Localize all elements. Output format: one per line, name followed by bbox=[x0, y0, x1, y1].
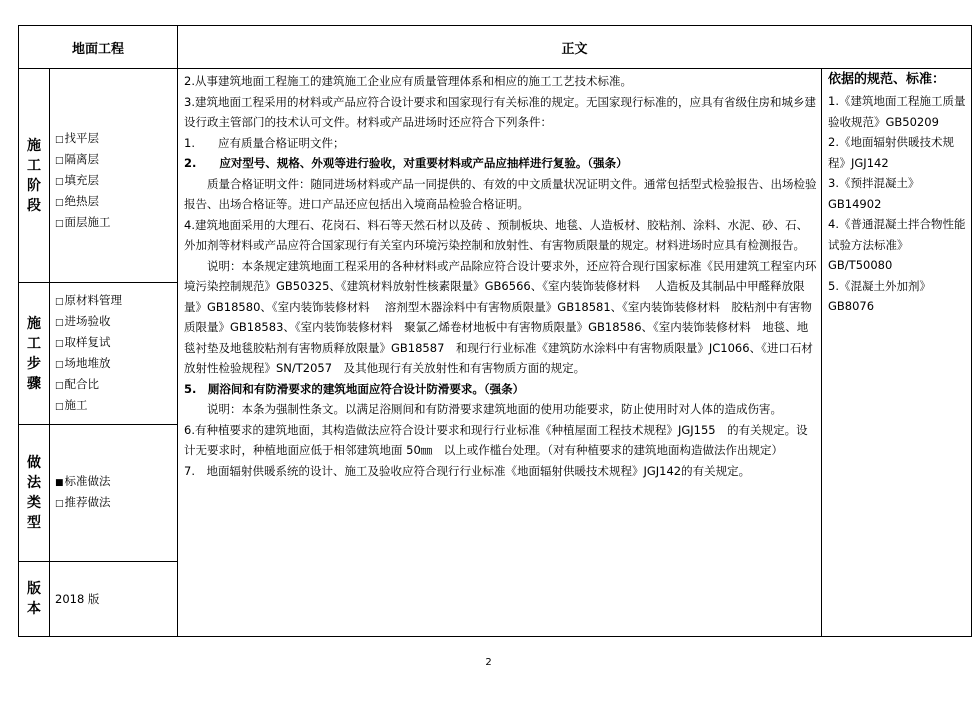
checkbox-icon: □ bbox=[55, 338, 64, 349]
section-items bbox=[49, 562, 177, 636]
checkbox-icon: □ bbox=[55, 401, 64, 412]
reference-item: 4.《普通混凝土拌合物性能试验方法标准》GB/T50080 bbox=[828, 217, 966, 272]
references-column bbox=[822, 69, 971, 636]
main-text-column bbox=[178, 69, 822, 636]
section-label: 施 工 步 骤 bbox=[19, 283, 50, 424]
paragraph: 3.建筑地面工程采用的材料或产品应符合设计要求和国家现行有关标准的规定。无国家现行标准的，应具有省级住房和城乡建设行政主管部门的技术认可文件。材料或产品进场时还应符合下列条件： bbox=[184, 94, 816, 129]
document-table bbox=[18, 25, 972, 637]
checkbox-icon: □ bbox=[55, 177, 64, 187]
section-construction-steps bbox=[19, 283, 177, 425]
checkbox-item[interactable]: □找平层 bbox=[55, 131, 100, 145]
checkbox-item[interactable]: □取样复试 bbox=[55, 334, 111, 349]
checkbox-icon: □ bbox=[55, 317, 64, 328]
section-method-type bbox=[19, 425, 177, 562]
section-label: 施 工 阶 段 bbox=[19, 69, 50, 282]
paragraph: 1. 应有质量合格证明文件； bbox=[184, 135, 345, 150]
references-title: 依据的规范、标准： bbox=[828, 72, 946, 87]
reference-item: 3.《预拌混凝土》GB14902 bbox=[828, 176, 920, 211]
paragraph-note: 说明：本条规定建筑地面工程采用的各种材料或产品除应符合设计要求外，还应符合现行国家标准《民用建筑工程室内环境污染控制规范》GB50325、《建筑材料放射性核素限量》GB6566、《室内装饰装修材料 人造板及其制品中甲醛释放限量》GB18580、《室内装饰装修材料 溶剂型木器涂料中有害物质限量》GB18581、《室内装饰装修材料 胶粘剂中有害物质限量》GB18583、《室内装饰装修材料 聚氯乙烯卷材地板中有害物质限量》GB18586、《室内装饰装修材料 地毯、地毯衬垫及地毯胶粘剂有害物质释放限量》GB18587 和现行行业标准《建筑防水涂料中有害物质限量》JC1066、《进口石材放射性检验规程》SN/T2057 及其他现行有关放射性和有害物质方面的规定。 bbox=[184, 258, 817, 375]
checkbox-icon: □ bbox=[55, 156, 64, 166]
reference-item: 5.《混凝土外加剂》GB8076 bbox=[828, 278, 931, 313]
checkbox-item[interactable]: □隔离层 bbox=[55, 152, 100, 166]
section-items bbox=[49, 425, 177, 561]
checkbox-icon: □ bbox=[55, 198, 64, 208]
version-value: 2018 版 bbox=[55, 591, 100, 606]
checkbox-item[interactable]: ■标准做法 bbox=[55, 474, 111, 488]
reference-item: 1.《建筑地面工程施工质量验收规范》GB50209 bbox=[828, 94, 966, 129]
section-label: 做 法 类 型 bbox=[19, 425, 50, 561]
checkbox-item[interactable]: □填充层 bbox=[55, 173, 100, 187]
paragraph-mandatory: 2. 应对型号、规格、外观等进行验收，对重要材料或产品应抽样进行复验。（强条） bbox=[184, 156, 628, 170]
left-column bbox=[19, 69, 178, 636]
section-version bbox=[19, 562, 177, 636]
checkbox-item[interactable]: □配合比 bbox=[55, 376, 100, 391]
section-items bbox=[49, 283, 177, 424]
checkbox-item[interactable]: □推荐做法 bbox=[55, 495, 111, 509]
checked-box-icon: ■ bbox=[55, 478, 64, 488]
page-number: 2 bbox=[485, 657, 492, 668]
checkbox-icon: □ bbox=[55, 380, 64, 391]
checkbox-item[interactable]: □施工 bbox=[55, 397, 88, 412]
checkbox-item[interactable]: □绝热层 bbox=[55, 194, 100, 208]
checkbox-icon: □ bbox=[55, 219, 64, 229]
paragraph: 4.建筑地面采用的大理石、花岗石、料石等天然石材以及砖 、预制板块、地毯、人造板材、胶粘剂、涂料、水泥、砂、石、外加剂等材料或产品应符合国家现行有关室内环境污染控制和放射性、有害物质限量的规定。材料进场时应具有检测报告。 bbox=[184, 217, 809, 252]
checkbox-item[interactable]: □面层施工 bbox=[55, 215, 111, 229]
checkbox-item[interactable]: □场地堆放 bbox=[55, 355, 111, 370]
paragraph: 质量合格证明文件：随同进场材料或产品一同提供的、有效的中文质量状况证明文件。通常包括型式检验报告、出场检验报告、出场合格证等。进口产品还应包括出入境商品检验合格证明。 bbox=[184, 176, 817, 211]
checkbox-icon: □ bbox=[55, 359, 64, 370]
section-construction-stage bbox=[19, 69, 177, 283]
paragraph: 7. 地面辐射供暖系统的设计、施工及验收应符合现行行业标准《地面辐射供暖技术规程》JGJ142的有关规定。 bbox=[184, 463, 751, 478]
header-right: 正文 bbox=[178, 26, 971, 69]
header-left: 地面工程 bbox=[19, 26, 178, 69]
checkbox-icon: □ bbox=[55, 499, 64, 509]
checkbox-icon: □ bbox=[55, 135, 64, 145]
paragraph: 6.有种植要求的建筑地面，其构造做法应符合设计要求和现行行业标准《种植屋面工程技术规程》JGJ155 的有关规定。设计无要求时，种植地面应低于相邻建筑地面 50㎜ 以上或作槛台处理。（对有种植要求的建筑地面构造做法作出规定） bbox=[184, 422, 808, 457]
reference-item: 2.《地面辐射供暖技术规程》JGJ142 bbox=[828, 135, 954, 170]
checkbox-item[interactable]: □进场验收 bbox=[55, 313, 111, 328]
section-items bbox=[49, 69, 177, 282]
paragraph-note: 说明：本条为强制性条文。以满足浴厕间和有防滑要求建筑地面的使用功能要求，防止使用时对人体的造成伤害。 bbox=[207, 402, 782, 416]
section-label: 版 本 bbox=[19, 562, 50, 636]
checkbox-icon: □ bbox=[55, 296, 64, 307]
checkbox-item[interactable]: □原材料管理 bbox=[55, 292, 123, 307]
paragraph: 2.从事建筑地面工程施工的建筑施工企业应有质量管理体系和相应的施工工艺技术标准。 bbox=[184, 74, 632, 88]
paragraph-mandatory: 5. 厕浴间和有防滑要求的建筑地面应符合设计防滑要求。（强条） bbox=[184, 381, 525, 396]
